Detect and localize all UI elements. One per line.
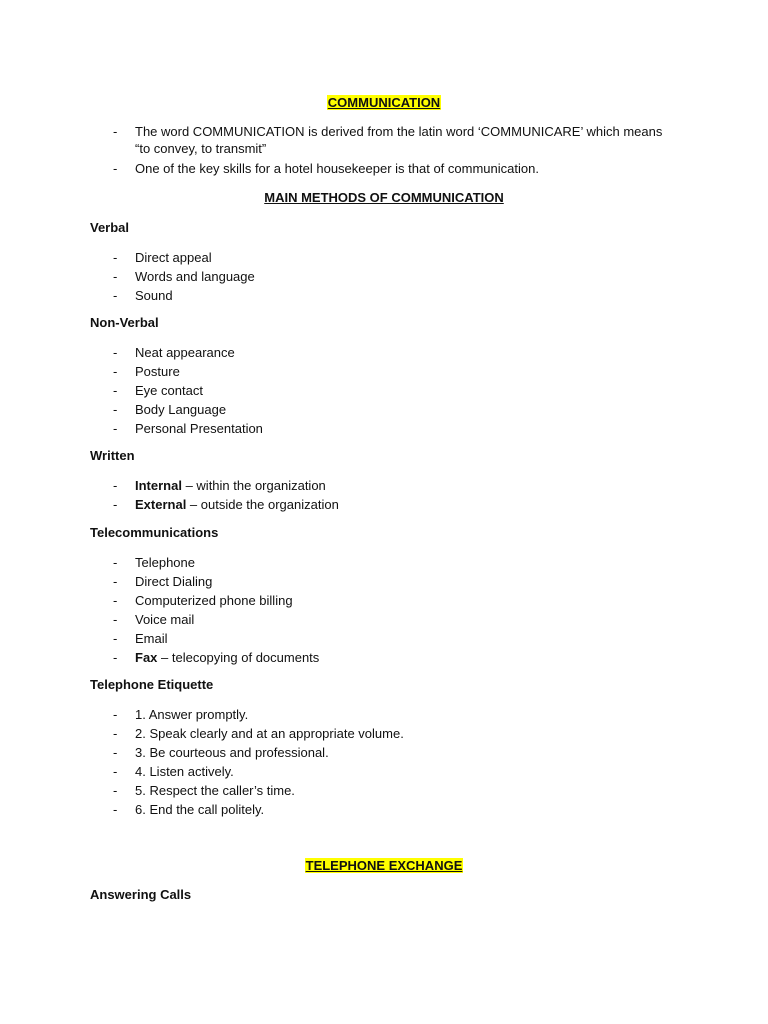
title-row bbox=[0, 95, 768, 110]
term-description: – outside the organization bbox=[186, 497, 339, 512]
list-item-text: Voice mail bbox=[135, 612, 195, 627]
list-item-text: Neat appearance bbox=[135, 345, 235, 360]
list-item-text bbox=[135, 649, 675, 666]
list-item-text: Personal Presentation bbox=[135, 421, 263, 436]
list-item-text: One of the key skills for a hotel housekeeper is that of communication. bbox=[135, 161, 539, 176]
bullet-dash: - bbox=[113, 269, 118, 284]
bullet-dash: - bbox=[113, 650, 118, 665]
list-item-text: Posture bbox=[135, 364, 180, 379]
term-external: External bbox=[135, 497, 187, 512]
bullet-dash: - bbox=[113, 593, 118, 608]
list-item-text: 5. Respect the caller’s time. bbox=[135, 783, 295, 798]
page-title: COMMUNICATION bbox=[327, 95, 441, 110]
bullet-dash: - bbox=[113, 764, 118, 779]
term-description: – telecopying of documents bbox=[157, 650, 320, 665]
section-heading: MAIN METHODS OF COMMUNICATION bbox=[264, 190, 504, 205]
list-item-text bbox=[135, 477, 675, 494]
section-title: TELEPHONE EXCHANGE bbox=[305, 858, 463, 873]
list-item-text: 6. End the call politely. bbox=[135, 802, 265, 817]
bullet-dash: - bbox=[113, 631, 118, 646]
bullet-dash: - bbox=[113, 497, 118, 512]
bullet-dash: - bbox=[113, 161, 118, 176]
bullet-dash: - bbox=[113, 478, 118, 493]
written-heading: Written bbox=[90, 448, 135, 463]
bullet-dash: - bbox=[113, 421, 118, 436]
list-item-text: Telephone bbox=[135, 555, 195, 570]
bullet-dash: - bbox=[113, 124, 118, 139]
answering-heading: Answering Calls bbox=[90, 887, 192, 902]
bullet-dash: - bbox=[113, 802, 118, 817]
exchange-title-row bbox=[0, 858, 768, 873]
list-item-text: 1. Answer promptly. bbox=[135, 707, 249, 722]
bullet-dash: - bbox=[113, 745, 118, 760]
bullet-dash: - bbox=[113, 383, 118, 398]
list-item-text: Direct appeal bbox=[135, 250, 212, 265]
bullet-dash: - bbox=[113, 783, 118, 798]
verbal-heading: Verbal bbox=[90, 220, 130, 235]
term-fax: Fax bbox=[135, 650, 158, 665]
bullet-dash: - bbox=[113, 345, 118, 360]
bullet-dash: - bbox=[113, 574, 118, 589]
list-item-text: Direct Dialing bbox=[135, 574, 213, 589]
term-description: – within the organization bbox=[181, 478, 326, 493]
bullet-dash: - bbox=[113, 402, 118, 417]
list-item-text: The word COMMUNICATION is derived from the latin word ‘COMMUNICARE’ which means “to convey, to transmit” bbox=[135, 124, 663, 156]
bullet-dash: - bbox=[113, 707, 118, 722]
list-item-text: Sound bbox=[135, 288, 173, 303]
term-internal: Internal bbox=[135, 478, 182, 493]
bullet-dash: - bbox=[113, 612, 118, 627]
etiquette-heading: Telephone Etiquette bbox=[90, 677, 214, 692]
bullet-dash: - bbox=[113, 364, 118, 379]
list-item-text: Eye contact bbox=[135, 383, 203, 398]
list-item-text: Email bbox=[135, 631, 168, 646]
methods-heading-row bbox=[0, 190, 768, 205]
nonverbal-heading: Non-Verbal bbox=[90, 315, 159, 330]
bullet-dash: - bbox=[113, 555, 118, 570]
list-item-text: 2. Speak clearly and at an appropriate volume. bbox=[135, 726, 404, 741]
list-item-text: 3. Be courteous and professional. bbox=[135, 745, 329, 760]
bullet-dash: - bbox=[113, 726, 118, 741]
bullet-dash: - bbox=[113, 288, 118, 303]
list-item-text: Body Language bbox=[135, 402, 227, 417]
telecom-heading: Telecommunications bbox=[90, 525, 219, 540]
bullet-dash: - bbox=[113, 250, 118, 265]
list-item-text: Computerized phone billing bbox=[135, 593, 293, 608]
list-item-text: 4. Listen actively. bbox=[135, 764, 234, 779]
list-item-text bbox=[135, 496, 675, 513]
list-item-text: Words and language bbox=[135, 269, 255, 284]
